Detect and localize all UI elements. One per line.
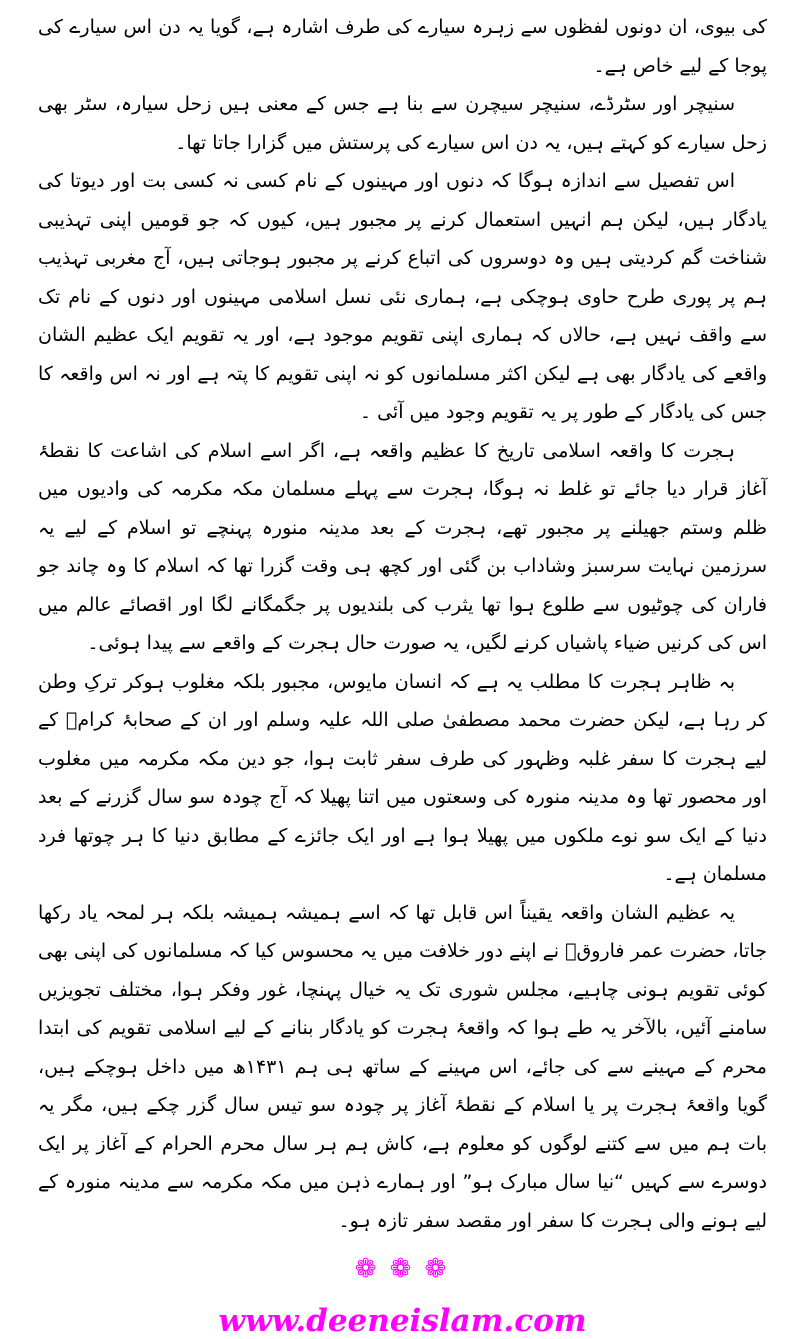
- paragraph-calendar-names: اس تفصیل سے اندازہ ہوگا کہ دنوں اور مہینوں کے نام کسی نہ کسی بت اور دیوتا کی یادگار ہیں، لیکن ہم انہیں استعمال کرنے پر مجبور ہیں، کیوں کہ جو قومیں اپنی تہذیبی شناخت گم کردیتی ہیں وہ دوسروں کی اتباع کرنے پر مجبور ہوجاتی ہیں، آج مغربی تہذیب ہم پر پوری طرح حاوی ہوچکی ہے، ہماری نئی نسل اسلامی مہینوں اور دنوں کے نام تک سے واقف نہیں ہے، حالاں کہ ہماری اپنی تقویم موجود ہے، اور یہ تقویم ایک عظیم الشان واقعے کی یادگار بھی ہے لیکن اکثر مسلمانوں کو نہ اپنی تقویم کا پتہ ہے اور نہ اس واقعہ کا جس کی یادگار کے طور پر یہ تقویم وجود میں آئی ۔: [38, 170, 767, 423]
- paragraph-continuation: کی بیوی، ان دونوں لفظوں سے زہرہ سیارے کی طرف اشارہ ہے، گویا یہ دن اس سیارے کی پوجا کے لیے خاص ہے۔: [38, 16, 767, 77]
- paragraph-islamic-calendar-origin: یہ عظیم الشان واقعہ یقیناً اس قابل تھا کہ اسے ہمیشہ ہمیشہ بلکہ ہر لمحہ یاد رکھا جاتا، حضرت عمر فاروقؓ نے اپنے دور خلافت میں یہ محسوس کیا کہ مسلمانوں کی اپنی بھی کوئی تقویم ہونی چاہیے، مجلس شوری تک یہ خیال پہنچا، غور وفکر ہوا، مختلف تجویزیں سامنے آئیں، بالآخر یہ طے ہوا کہ واقعۂ ہجرت کو یادگار بنانے کے لیے اسلامی تقویم کی ابتدا محرم کے مہینے سے کی جائے، اس مہینے کے ساتھ ہی ہم ۱۴۳۱ھ میں داخل ہوچکے ہیں، گویا واقعۂ ہجرت پر یا اسلام کے نقطۂ آغاز پر چودہ سو تیس سال گزر چکے ہیں، مگر یہ بات ہم میں سے کتنے لوگوں کو معلوم ہے، کاش ہم ہر سال محرم الحرام کے آغاز پر ایک دوسرے سے کہیں “نیا سال مبارک ہو” اور ہمارے ذہن میں مکہ مکرمہ سے مدینہ منورہ کے لیے ہونے والی ہجرت کا سفر اور مقصد سفر تازہ ہو۔: [38, 901, 767, 1232]
- website-row: [38, 1303, 767, 1339]
- ornament-row: [38, 1254, 767, 1287]
- article-body: [38, 8, 767, 1240]
- flower-ornament-icon: ❁: [354, 1254, 381, 1284]
- paragraph-saturday: سنیچر اور سٹرڈے، سنیچر سیچرن سے بنا ہے جس کے معنی ہیں زحل سیارہ، سٹر بھی زحل سیارے کو کہتے ہیں، یہ دن اس سیارے کی پرستش میں گزارا جاتا تھا۔: [38, 93, 767, 154]
- flower-ornament-icon: ❁: [389, 1254, 416, 1284]
- flower-ornament-icon: ❁: [424, 1254, 451, 1284]
- paragraph-hijrat-meaning: بہ ظاہر ہجرت کا مطلب یہ ہے کہ انسان مایوس، مجبور بلکہ مغلوب ہوکر ترکِ وطن کر رہا ہے، لیکن حضرت محمد مصطفیٰ صلی اللہ علیہ وسلم اور ان کے صحابۂ کرامؓ کے لیے ہجرت کا سفر غلبہ وظہور کی طرف سفر ثابت ہوا، جو دین مکہ مکرمہ میں مغلوب اور محصور تھا وہ مدینہ منورہ کی وسعتوں میں اتنا پھیلا کہ آج چودہ سو سال گزرنے کے بعد دنیا کے ایک سو نوے ملکوں میں پھیلا ہوا ہے اور ایک جائزے کے مطابق دنیا کا ہر چوتھا فرد مسلمان ہے۔: [38, 670, 767, 885]
- paragraph-hijrat-event: ہجرت کا واقعہ اسلامی تاریخ کا عظیم واقعہ ہے، اگر اسے اسلام کی اشاعت کا نقطۂ آغاز قرار دیا جائے تو غلط نہ ہوگا، ہجرت سے پہلے مسلمان مکہ مکرمہ کی وادیوں میں ظلم وستم جھیلنے پر مجبور تھے، ہجرت کے بعد مدینہ منورہ پہنچے تو اسلام کے لیے یہ سرزمین نہایت سرسبز وشاداب بن گئی اور کچھ ہی وقت گزرا تھا کہ اسلام کا وہ چاند جو فاران کی چوٹیوں سے طلوع ہوا تھا یثرب کی بلندیوں پر جگمگانے لگا اور اقصائے عالم میں اس کی کرنیں ضیاء پاشیاں کرنے لگیں، یہ صورت حال ہجرت کے واقعے سے پیدا ہوئی۔: [38, 439, 767, 654]
- website-link[interactable]: www.deeneislam.com: [218, 1303, 587, 1339]
